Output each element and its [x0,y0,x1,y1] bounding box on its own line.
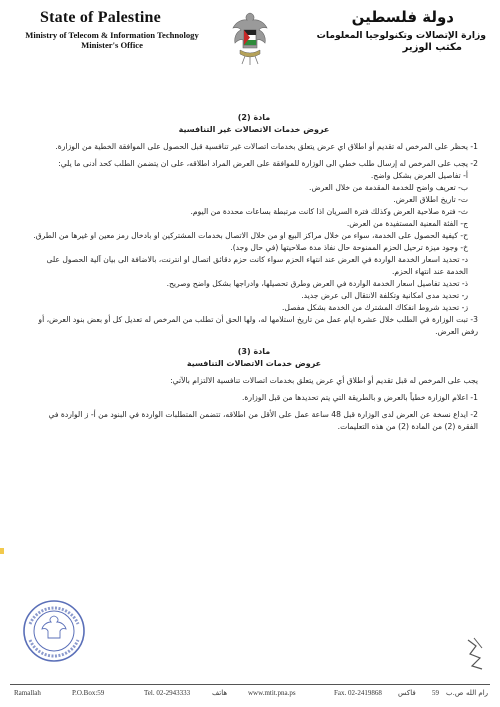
article-2-subitem: أ- تفاصيل العرض بشكل واضح. [370,171,468,180]
header-arabic [286,8,486,53]
footer-pobox-en: P.O.Box:59 [72,689,105,697]
article-2-subitem: ث- فترة صلاحية العرض وكذلك فترة السريان اذا كانت مرتبطة بساعات محددة من اليوم. [190,207,468,216]
footer-city-ar: رام الله [466,689,489,697]
ministry-name-ar: وزارة الإتصالات وتكنولوجيا المعلومات [316,30,486,41]
header-english [12,9,212,50]
article-2-item: 1- يحظر على المرخص له تقديم أو اطلاق اي عرض يتعلق بخدمات اتصالات غير تنافسية قبل الحصول على الموافقة الخطية من الوزارة. [55,142,478,151]
article-2-subheading: عروض خدمات الاتصالات غير التنافسية [178,125,330,134]
article-3-intro: يجب على المرخص له قبل تقديم أو اطلاق أي عرض يتعلق بخدمات اتصالات تنافسية الالتزام بالآتي: [170,376,478,385]
footer-telephone: Tel. 02-2943333 [144,689,191,697]
article-2-subitem: خ- وجود ميزة ترحيل الحزم الممنوحة حال نفاذ مدة صلاحيتها (في حال وجد). [230,243,468,252]
footer-fax-ar: فاكس [398,689,416,697]
handwritten-initial [462,636,488,672]
footer-telephone-ar: هاتف [212,689,228,697]
article-2-subitem: ج- الفئة المعنية المستفيدة من العرض. [346,219,468,228]
article-3-item: 2- ايداع نسخة عن العرض لدى الوزارة قبل 48 ساعة عمل على الأقل من اطلاقه، تتضمن المتطلبات الواردة في البنود من أ- ز الواردة في الفقرة (2) من المادة (2) من هذه التعليمات. [48,410,478,431]
state-title-ar: دولة فلسطين [351,8,454,26]
article-3-heading: مادة (3) [237,347,271,356]
article-2-subitem: ذ- تحديد تفاصيل اسعار الخدمة الواردة في العرض وطرق تحصيلها، وادراجها بشكل واضح وصريح. [166,279,468,288]
document-body [30,112,478,433]
ministry-name-en: Ministry of Telecom & Information Technology [25,30,199,40]
footer-divider [10,684,490,685]
article-2-subitem: ز- تحديد شروط انفكاك المشترك من الخدمة بشكل مفصل. [281,303,468,312]
article-2-heading: مادة (2) [237,113,271,122]
article-2-subitem: ت- تاريخ اطلاق العرض. [393,195,468,204]
article-2-subitem: ب- تعريف واضح للخدمة المقدمة من خلال العرض. [309,183,468,192]
footer-fax: Fax. 02-2419868 [334,689,382,697]
article-2-subitem: د- تحديد اسعار الخدمة الواردة في العرض عند انتهاء الحزم سواء كانت حزم دقائق اتصال او انترنت، بالاضافة الى بيان آلية الحصول على الخدمة عند انتهاء الحزم. [46,255,468,276]
page-edge-mark [0,548,4,554]
palestine-eagle-emblem [228,10,272,66]
article-2-subitem: ح- كيفية الحصول على الخدمة، سواء من خلال مراكز البيع او من خلال الاتصال بخدمات المشتركين او بادخال رمز معين او غيرها من الطرق. [33,231,468,240]
footer-pobox-number: 59 [432,689,439,697]
office-name-en: Minister's Office [81,40,143,50]
footer-contact-bar [10,687,490,701]
ministry-stamp-seal [20,598,88,664]
article-2-item: 2- يجب على المرخص له إرسال طلب خطي الى الوزارة للموافقة على العرض المراد اطلاقه، على ان يتضمن الطلب كحد أدنى ما يلي: [58,159,478,168]
footer-city-en: Ramallah [14,689,41,697]
article-2-item: 3- تبت الوزارة في الطلب خلال عشرة ايام عمل من تاريخ استلامها له، ولها الحق أن تطلب من المرخص له تعديل كل أو بعض بنود العرض، أو رفض العرض. [38,315,478,336]
article-2-subitem: ر- تحديد مدى امكانية وتكلفة الانتقال الى عرض جديد. [301,291,468,300]
article-3-subheading: عروض خدمات الاتصالات التنافسية [186,359,322,368]
footer-pobox-ar: ص.ب [446,689,464,697]
article-3-item: 1- اعلام الوزارة خطياً بالعرض و بالطريقة التي يتم تحديدها من قبل الوزارة. [242,393,478,402]
state-title-en: State of Palestine [40,9,161,26]
footer-website: www.mtit.pna.ps [248,689,296,697]
office-name-ar: مكتب الوزير [402,42,462,53]
